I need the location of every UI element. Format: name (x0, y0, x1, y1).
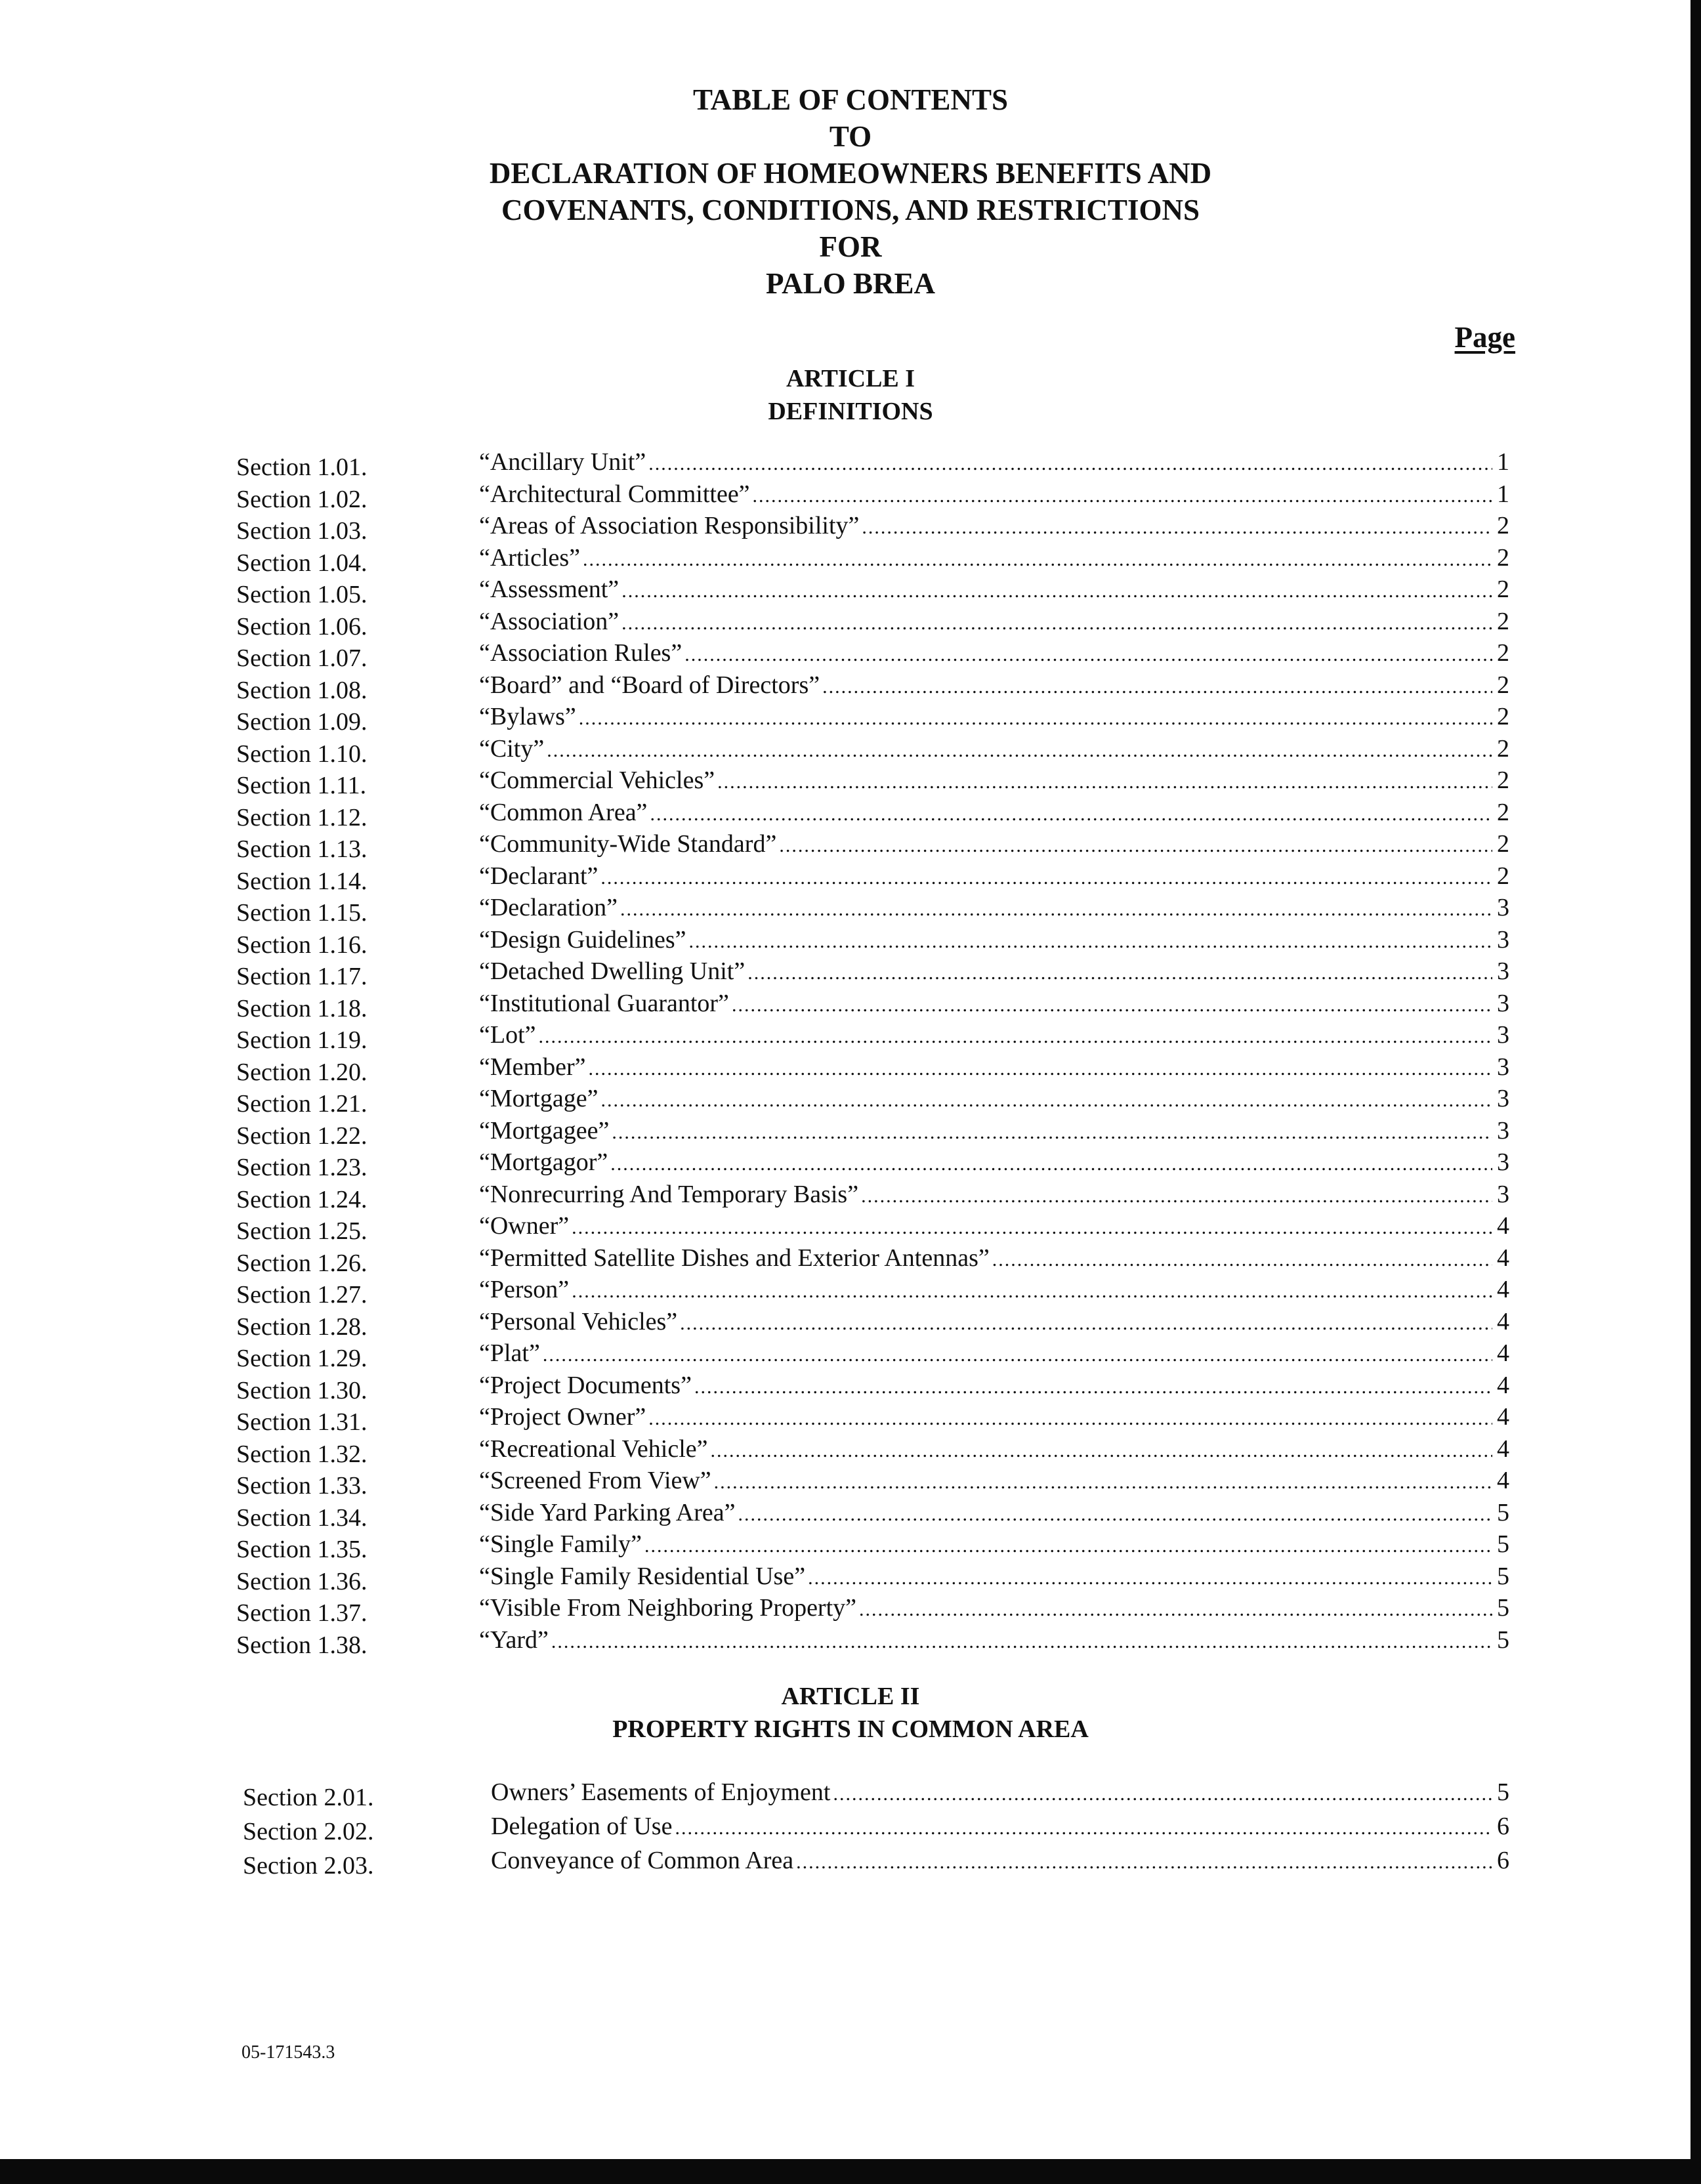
section-title: “Institutional Guarantor” (479, 989, 729, 1017)
dot-leader (684, 639, 1492, 671)
section-number: Section 1.21. (236, 1090, 368, 1118)
dot-leader (648, 448, 1492, 480)
section-entry (479, 1337, 1509, 1371)
section-page-number: 4 (1497, 1339, 1509, 1367)
section-title: “Personal Vehicles” (479, 1307, 678, 1335)
title-line: FOR (819, 230, 882, 263)
section-entry (479, 637, 1509, 671)
article-2-number: ARTICLE II (781, 1683, 920, 1710)
section-entry (479, 1083, 1509, 1116)
section-page-number: 2 (1497, 862, 1509, 890)
section-number: Section 1.16. (236, 931, 368, 959)
section-page-number: 3 (1497, 989, 1509, 1017)
document-title (0, 81, 1701, 302)
section-title: “Visible From Neighboring Property” (479, 1594, 857, 1622)
toc-entry (0, 892, 1701, 927)
section-page-number: 3 (1497, 1085, 1509, 1112)
toc-entry (0, 446, 1701, 481)
section-entry (479, 1242, 1509, 1276)
section-number: Section 1.26. (236, 1249, 368, 1277)
section-title: “Declarant” (479, 862, 598, 890)
section-title: Delegation of Use (491, 1813, 673, 1840)
toc-entry (0, 510, 1701, 545)
section-page-number: 5 (1497, 1626, 1509, 1654)
section-entry (479, 1019, 1509, 1053)
section-entry (479, 510, 1509, 543)
section-number: Section 1.37. (236, 1599, 368, 1627)
toc-entry (0, 1497, 1701, 1532)
dot-leader (621, 608, 1492, 639)
toc-entry (0, 765, 1701, 797)
section-number: Section 1.12. (236, 803, 368, 831)
section-number: Section 1.36. (236, 1567, 368, 1595)
section-title: “Screened From View” (479, 1467, 711, 1494)
section-title: “Mortgagee” (479, 1116, 610, 1144)
section-page-number: 2 (1497, 766, 1509, 794)
section-title: “City” (479, 734, 545, 763)
toc-entry (0, 606, 1701, 638)
section-title: “Mortgage” (479, 1085, 598, 1112)
section-page-number: 2 (1497, 607, 1509, 635)
section-page-number: 1 (1497, 480, 1509, 508)
section-number: Section 1.33. (236, 1472, 368, 1500)
document-code: 05-171543.3 (242, 2042, 335, 2063)
section-title: “Member” (479, 1053, 586, 1081)
dot-leader (600, 1085, 1492, 1116)
toc-entry (0, 1210, 1701, 1245)
section-page-number: 4 (1497, 1467, 1509, 1494)
dot-leader (551, 1626, 1492, 1658)
toc-entry (0, 1083, 1701, 1118)
section-entry (479, 1370, 1509, 1403)
section-title: “Yard” (479, 1626, 549, 1654)
section-page-number: 4 (1497, 1403, 1509, 1431)
section-number: Section 1.28. (236, 1312, 368, 1341)
section-page-number: 3 (1497, 925, 1509, 954)
section-number: Section 1.35. (236, 1536, 368, 1563)
section-title: “Association” (479, 607, 620, 635)
section-page-number: 4 (1497, 1276, 1509, 1303)
dot-leader (862, 512, 1492, 543)
toc-entry (0, 574, 1701, 606)
dot-leader (612, 1117, 1492, 1148)
scan-border-bottom (0, 2159, 1701, 2184)
section-entry (479, 956, 1509, 989)
section-title: “Articles” (479, 543, 581, 572)
section-page-number: 2 (1497, 830, 1509, 858)
section-number: Section 1.20. (236, 1058, 368, 1086)
section-title: “Common Area” (479, 798, 648, 826)
section-entry (491, 1776, 1509, 1810)
section-number: Section 1.08. (236, 676, 368, 704)
dot-leader (610, 1148, 1492, 1180)
section-page-number: 4 (1497, 1371, 1509, 1399)
toc-entry (0, 988, 1701, 1020)
section-page-number: 3 (1497, 1180, 1509, 1208)
section-title: “Assessment” (479, 576, 620, 603)
section-page-number: 5 (1497, 1498, 1509, 1526)
toc-entry (0, 1433, 1701, 1468)
section-number: Section 1.27. (236, 1281, 368, 1309)
scan-border-right (1690, 0, 1701, 2184)
dot-leader (714, 1467, 1492, 1498)
section-number: Section 1.19. (236, 1026, 368, 1054)
section-title: “Plat” (479, 1339, 540, 1367)
section-page-number: 2 (1497, 512, 1509, 539)
section-entry (479, 478, 1509, 512)
section-title: “Side Yard Parking Area” (479, 1498, 736, 1526)
section-number: Section 1.10. (236, 740, 368, 768)
toc-entry (0, 860, 1701, 895)
toc-entry (0, 1845, 1701, 1879)
section-title: “Board” and “Board of Directors” (479, 671, 820, 699)
section-title: “Community-Wide Standard” (479, 830, 777, 858)
dot-leader (694, 1372, 1492, 1403)
section-entry (479, 669, 1509, 703)
dot-leader (747, 957, 1492, 989)
section-title: “Project Documents” (479, 1371, 692, 1399)
section-title: “Ancillary Unit” (479, 448, 646, 476)
section-page-number: 3 (1497, 1021, 1509, 1049)
section-page-number: 6 (1497, 1813, 1509, 1840)
section-page-number: 5 (1497, 1594, 1509, 1622)
section-page-number: 4 (1497, 1212, 1509, 1240)
section-page-number: 3 (1497, 957, 1509, 985)
section-title: Conveyance of Common Area (491, 1847, 794, 1874)
dot-leader (621, 576, 1492, 607)
section-page-number: 2 (1497, 543, 1509, 572)
section-entry (479, 701, 1509, 734)
section-page-number: 5 (1497, 1530, 1509, 1558)
section-number: Section 1.06. (236, 612, 368, 640)
dot-leader (992, 1244, 1492, 1276)
section-page-number: 3 (1497, 1053, 1509, 1081)
section-title: “Project Owner” (479, 1403, 646, 1431)
dot-leader (822, 671, 1492, 703)
section-entry (479, 828, 1509, 862)
section-number: Section 1.14. (236, 867, 368, 895)
section-entry (479, 1433, 1509, 1467)
toc-entry (0, 1528, 1701, 1561)
toc-entry (0, 1624, 1701, 1659)
section-number: Section 1.24. (236, 1185, 368, 1213)
toc-entry (0, 1401, 1701, 1436)
toc-entry (0, 1306, 1701, 1341)
section-number: Section 1.02. (236, 485, 368, 513)
toc-entry (0, 1561, 1701, 1593)
section-title: “Single Family” (479, 1530, 642, 1558)
dot-leader (539, 1021, 1492, 1053)
toc-entry (0, 1179, 1701, 1211)
section-entry (479, 1179, 1509, 1212)
section-title: “Architectural Committee” (479, 480, 750, 508)
article-2-toc-list (0, 1776, 1701, 1879)
dot-leader (796, 1847, 1492, 1878)
section-entry (479, 1561, 1509, 1594)
section-entry (479, 797, 1509, 830)
dot-leader (572, 1212, 1492, 1244)
section-number: Section 1.38. (236, 1631, 368, 1659)
section-entry (479, 765, 1509, 798)
section-number: Section 1.25. (236, 1217, 368, 1245)
section-number: Section 1.23. (236, 1154, 368, 1181)
dot-leader (579, 703, 1492, 734)
article-2-subheading: PROPERTY RIGHTS IN COMMON AREA (612, 1715, 1089, 1743)
page-column-heading: Page (1454, 321, 1515, 354)
section-entry (479, 446, 1509, 480)
section-number: Section 1.30. (236, 1376, 368, 1404)
toc-entry (0, 1811, 1701, 1845)
section-number: Section 1.04. (236, 549, 368, 577)
dot-leader (648, 1403, 1492, 1435)
dot-leader (675, 1813, 1492, 1844)
section-number: Section 1.17. (236, 963, 368, 990)
toc-entry (0, 1776, 1701, 1811)
section-entry (479, 542, 1509, 576)
section-entry (479, 892, 1509, 925)
section-title: “Bylaws” (479, 703, 576, 730)
section-entry (491, 1845, 1509, 1878)
section-page-number: 4 (1497, 1435, 1509, 1463)
dot-leader (583, 544, 1492, 576)
dot-leader (861, 1181, 1492, 1212)
article-1-number: ARTICLE I (786, 365, 915, 392)
toc-entry (0, 669, 1701, 702)
section-number: Section 1.15. (236, 899, 368, 927)
section-title: “Design Guidelines” (479, 925, 686, 954)
toc-entry (0, 1146, 1701, 1179)
dot-leader (753, 480, 1492, 512)
dot-leader (711, 1435, 1493, 1467)
section-entry (479, 574, 1509, 607)
section-entry (479, 733, 1509, 766)
toc-entry (0, 1019, 1701, 1054)
toc-entry (0, 1592, 1701, 1627)
title-line: COVENANTS, CONDITIONS, AND RESTRICTIONS (501, 194, 1200, 226)
section-title: “Person” (479, 1276, 570, 1303)
dot-leader (808, 1563, 1492, 1594)
toc-entry (0, 542, 1701, 577)
title-line: DECLARATION OF HOMEOWNERS BENEFITS AND (489, 157, 1212, 190)
section-entry (479, 1401, 1509, 1435)
dot-leader (600, 862, 1492, 894)
section-page-number: 3 (1497, 1148, 1509, 1176)
dot-leader (588, 1053, 1492, 1085)
title-line: PALO BREA (766, 267, 935, 300)
section-page-number: 2 (1497, 671, 1509, 699)
section-entry (479, 1274, 1509, 1307)
dot-leader (547, 735, 1492, 766)
section-number: Section 2.01. (243, 1784, 374, 1811)
dot-leader (650, 799, 1492, 830)
section-page-number: 4 (1497, 1244, 1509, 1272)
dot-leader (717, 766, 1492, 798)
section-title: “Commercial Vehicles” (479, 766, 715, 794)
toc-entry (0, 1242, 1701, 1277)
section-entry (491, 1811, 1509, 1844)
dot-leader (680, 1308, 1492, 1339)
article-1-toc-list (0, 446, 1701, 1659)
dot-leader (620, 894, 1492, 925)
section-entry (479, 1051, 1509, 1085)
section-title: “Owner” (479, 1212, 570, 1240)
section-number: Section 1.07. (236, 644, 368, 672)
toc-entry (0, 797, 1701, 829)
section-page-number: 5 (1497, 1562, 1509, 1590)
dot-leader (689, 926, 1492, 957)
section-number: Section 1.05. (236, 581, 368, 608)
dot-leader (738, 1499, 1492, 1530)
toc-entry (0, 1115, 1701, 1150)
section-entry (479, 1306, 1509, 1339)
section-entry (479, 1210, 1509, 1244)
section-entry (479, 1115, 1509, 1148)
section-number: Section 1.09. (236, 708, 368, 736)
section-entry (479, 1528, 1509, 1562)
section-title: Owners’ Easements of Enjoyment (491, 1778, 831, 1806)
section-number: Section 2.02. (243, 1818, 374, 1845)
section-entry (479, 1146, 1509, 1180)
section-entry (479, 988, 1509, 1021)
section-page-number: 2 (1497, 798, 1509, 826)
toc-entry (0, 1370, 1701, 1402)
section-page-number: 3 (1497, 894, 1509, 921)
toc-entry (0, 956, 1701, 988)
section-title: “Nonrecurring And Temporary Basis” (479, 1180, 859, 1208)
toc-entry (0, 1465, 1701, 1500)
section-title: “Single Family Residential Use” (479, 1562, 806, 1590)
dot-leader (859, 1594, 1492, 1626)
toc-entry (0, 1274, 1701, 1309)
section-page-number: 2 (1497, 703, 1509, 730)
section-title: “Detached Dwelling Unit” (479, 957, 746, 985)
section-number: Section 1.03. (236, 517, 368, 545)
toc-entry (0, 733, 1701, 768)
title-line: TABLE OF CONTENTS (692, 83, 1009, 116)
title-line: TO (829, 120, 872, 153)
toc-entry (0, 1051, 1701, 1086)
section-title: “Recreational Vehicle” (479, 1435, 708, 1463)
section-title: “Mortgagor” (479, 1148, 608, 1176)
section-page-number: 3 (1497, 1116, 1509, 1144)
section-number: Section 1.32. (236, 1440, 368, 1468)
section-number: Section 1.11. (236, 772, 367, 799)
section-entry (479, 924, 1509, 957)
section-page-number: 2 (1497, 639, 1509, 667)
section-entry (479, 1465, 1509, 1498)
dot-leader (543, 1339, 1492, 1371)
section-title: “Areas of Association Responsibility” (479, 512, 860, 539)
section-number: Section 1.29. (236, 1345, 368, 1372)
section-page-number: 4 (1497, 1307, 1509, 1335)
article-1-subheading: DEFINITIONS (768, 398, 933, 425)
toc-entry (0, 701, 1701, 736)
section-entry (479, 860, 1509, 894)
dot-leader (644, 1530, 1492, 1562)
section-page-number: 1 (1497, 448, 1509, 476)
toc-entry (0, 1337, 1701, 1370)
section-number: Section 1.18. (236, 994, 368, 1022)
section-title: “Association Rules” (479, 639, 682, 667)
article-2-heading (0, 1680, 1701, 1746)
section-number: Section 1.01. (236, 453, 368, 481)
section-page-number: 6 (1497, 1847, 1509, 1874)
dot-leader (732, 990, 1492, 1021)
section-entry (479, 1592, 1509, 1626)
toc-entry (0, 924, 1701, 959)
dot-leader (572, 1276, 1492, 1307)
article-1-heading (0, 362, 1701, 428)
section-number: Section 1.13. (236, 835, 368, 863)
section-number: Section 1.31. (236, 1408, 368, 1436)
section-number: Section 1.34. (236, 1503, 368, 1532)
section-number: Section 1.22. (236, 1122, 368, 1150)
toc-entry (0, 828, 1701, 863)
section-page-number: 2 (1497, 576, 1509, 603)
section-page-number: 2 (1497, 734, 1509, 763)
section-entry (479, 1624, 1509, 1658)
section-entry (479, 606, 1509, 639)
section-page-number: 5 (1497, 1778, 1509, 1806)
toc-entry (0, 637, 1701, 672)
section-title: “Permitted Satellite Dishes and Exterior Antennas” (479, 1244, 990, 1272)
section-entry (479, 1497, 1509, 1530)
dot-leader (833, 1778, 1492, 1810)
dot-leader (779, 830, 1492, 862)
section-title: “Lot” (479, 1021, 536, 1049)
section-number: Section 2.03. (243, 1852, 374, 1880)
toc-entry (0, 478, 1701, 511)
section-title: “Declaration” (479, 894, 618, 921)
